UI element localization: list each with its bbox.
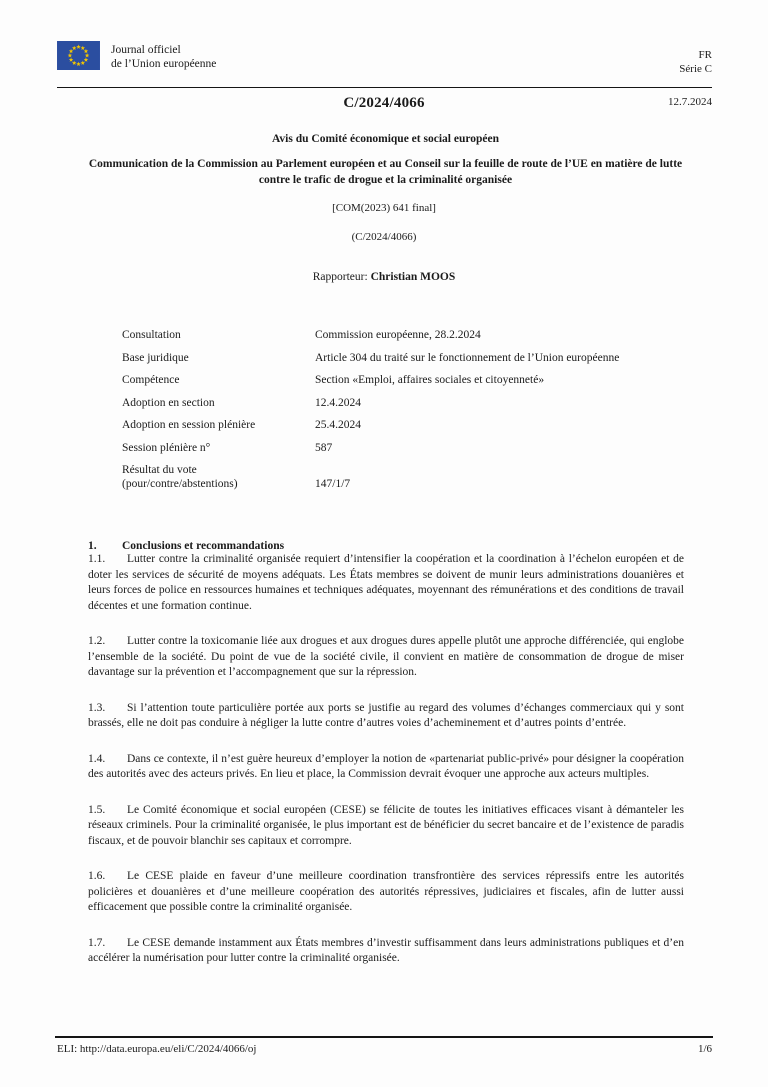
doc-number-row (0, 94, 768, 112)
row-label: Adoption en section (122, 396, 215, 409)
paragraph (88, 552, 684, 614)
footer-rule (55, 1036, 713, 1038)
rapporteur-label: Rapporteur: (312, 271, 368, 283)
page-header (0, 0, 768, 76)
page-number: 1/6 (697, 1043, 712, 1055)
paragraph-number: 1.5. (88, 803, 106, 816)
paragraph-number: 1.4. (88, 752, 106, 765)
language-code: FR (698, 49, 712, 61)
series-label: Série C (679, 63, 712, 75)
paragraph-number: 1.2. (88, 635, 106, 647)
row-label: Résultat du vote (pour/contre/abstentions) (122, 463, 315, 491)
section-title: Conclusions et recommandations (122, 540, 285, 552)
paragraph (88, 936, 684, 967)
row-value: 12.4.2024 (315, 396, 361, 409)
row-value: Article 304 du traité sur le fonctionnement de l’Union européenne (315, 351, 620, 364)
section-number: 1. (88, 540, 97, 552)
paragraph (88, 869, 684, 916)
row-value: Commission européenne, 28.2.2024 (315, 329, 481, 341)
row-value: 25.4.2024 (315, 419, 361, 431)
paragraph-text: Le CESE plaide en faveur d’une meilleure coordination transfrontière des services répressifs entre les autorités policières et douanières et d’une meilleure coopération des autorités répressives, judiciaires et fiscales, afin de lutter aussi efficacement que possible contre la criminalité organisée. (88, 870, 684, 913)
paragraph-text: Dans ce contexte, il n’est guère heureux d’employer la notion de «partenariat public-privé» pour désigner la coopération des autorités avec des acteurs privés. En lieu et place, la Commission devrait évoquer une approche aux acteurs multiples. (88, 752, 684, 780)
table-row (122, 441, 712, 455)
info-table (122, 328, 712, 491)
journal-brand (57, 41, 216, 71)
doc-reference: (C/2024/4066) (351, 231, 417, 243)
row-label-line2: (pour/contre/abstentions) (122, 478, 238, 490)
paragraph (88, 803, 684, 850)
eli-url: ELI: http://data.europa.eu/eli/C/2024/4066/oj (57, 1043, 257, 1055)
avis-title: Avis du Comité économique et social européen (271, 133, 499, 145)
com-reference: [COM(2023) 641 final] (332, 202, 436, 214)
table-row (122, 351, 712, 365)
paragraph-text: Le CESE demande instamment aux États membres d’investir suffisamment dans leurs administrations publiques et d’en accélérer la numérisation pour lutter contre la criminalité organisée. (88, 936, 684, 964)
rapporteur-name: Christian MOOS (370, 271, 456, 283)
communication-title: Communication de la Commission au Parlement européen et au Conseil sur la feuille de route de l’UE en matière de lutte contre le trafic de drogue et la criminalité organisée (88, 158, 683, 186)
row-value: 147/1/7 (315, 478, 351, 490)
row-label: Compétence (122, 374, 180, 386)
table-row (122, 373, 712, 387)
paragraph-number: 1.7. (88, 936, 106, 949)
paragraph-text: Si l’attention toute particulière portée aux ports se justifie au regard des volumes d’échanges commerciaux qui y sont brassés, elle ne doit pas conduire à négliger la lutte contre d’autres voies d’acheminement et d’autres points d’entrée. (88, 701, 684, 729)
row-label: Adoption en session plénière (122, 419, 256, 431)
paragraph-text: Lutter contre la criminalité organisée requiert d’intensifier la coopération et la coordination à l’échelon européen et de doter les services de sécurité de moyens adéquats. Les États membres se doivent de munir leurs administrations douanières et leurs forces de police en ressources humaines et techniques adéquates, moyennant des rémunérations et des conditions de travail décentes et une formation continue. (88, 553, 684, 612)
doc-number: C/2024/4066 (343, 95, 425, 111)
eu-flag-icon (57, 41, 100, 70)
journal-title-line2: de l’Union européenne (111, 58, 217, 70)
page-footer (57, 1043, 712, 1055)
paragraph-number: 1.3. (88, 701, 106, 714)
paragraph (88, 634, 684, 681)
paragraph-number: 1.1. (88, 553, 106, 565)
paragraph-text: Lutter contre la toxicomanie liée aux drogues et aux drogues dures appelle plutôt une approche différenciée, qui englobe l’ensemble de la société. Du point de vue de la société civile, il convient en matière de consommation de drogue de miser davantage sur la prévention et l’accompagnement que sur la répression. (88, 635, 684, 678)
rapporteur-line (0, 271, 768, 283)
row-label: Session plénière n° (122, 441, 211, 454)
header-rule (57, 87, 712, 88)
table-row (122, 463, 712, 491)
row-label: Base juridique (122, 351, 189, 364)
paragraph-text: Le Comité économique et social européen (CESE) se félicite de toutes les initiatives efficaces visant à démanteler les réseaux criminels. Pour la criminalité organisée, le plus important est de bénéficier du secret bancaire et de l’existence de paradis fiscaux, et de pouvoir blanchir ses capitaux et corrompre. (88, 803, 684, 847)
table-row (122, 418, 712, 432)
table-row (122, 396, 712, 410)
paragraph (88, 701, 684, 732)
row-label: Consultation (122, 329, 181, 341)
journal-title-line1: Journal officiel (111, 44, 181, 56)
journal-title (111, 41, 216, 71)
paragraph (88, 752, 684, 783)
row-value: 587 (315, 441, 333, 454)
doc-date: 12.7.2024 (668, 96, 712, 108)
section-heading (88, 540, 684, 552)
row-value: Section «Emploi, affaires sociales et citoyenneté» (315, 374, 545, 386)
header-edition-info (679, 41, 712, 76)
paragraph-number: 1.6. (88, 870, 106, 882)
table-row (122, 328, 712, 342)
